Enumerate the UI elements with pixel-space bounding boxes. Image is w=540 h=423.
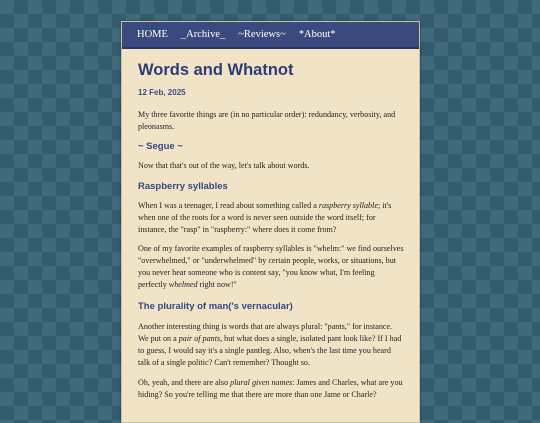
heading-raspberry: Raspberry syllables bbox=[138, 181, 228, 192]
nav-home[interactable]: HOME bbox=[137, 29, 168, 40]
intro-paragraph: My three favorite things are (in no particular order): redundancy, verbosity, and pleonasms. bbox=[138, 110, 396, 131]
post-title: Words and Whatnot bbox=[138, 61, 294, 79]
segue-paragraph: Now that that's out of the way, let's talk about words. bbox=[138, 161, 310, 170]
post-date: 12 Feb, 2025 bbox=[138, 88, 186, 97]
plural-paragraph-1: Another interesting thing is words that are always plural: "pants," for instance. We put on a pair of pants, but what does a single, isolated pant look like? If I had to guess, I would say it's a single pantleg. Also, when's the last time you heard talk of a single politic? Can't remember? Thought so. bbox=[138, 322, 402, 367]
nav-about[interactable]: *About* bbox=[298, 29, 336, 40]
nav-archive[interactable]: _Archive_ bbox=[180, 29, 226, 40]
nav-reviews[interactable]: ~Reviews~ bbox=[238, 29, 286, 40]
top-nav bbox=[122, 22, 419, 49]
heading-plural: The plurality of man('s vernacular) bbox=[138, 301, 293, 312]
plural-paragraph-2: Oh, yeah, and there are also plural given names: James and Charles, what are you hiding? So you're telling me that there are more than one Jame or Charle? bbox=[138, 378, 403, 399]
blog-page bbox=[121, 21, 420, 423]
heading-segue: ~ Segue ~ bbox=[138, 141, 183, 152]
raspberry-paragraph-1: When I was a teenager, I read about something called a raspberry syllable; it's when one of the roots for a word is never seen outside the word itself; for instance, the "rasp" in "raspberry:" where does it come from? bbox=[138, 201, 392, 234]
raspberry-paragraph-2: One of my favorite examples of raspberry syllables is "whelm:" we find ourselves "overwhelmed," or "underwhelmed" by certain people, works, or situations, but you never hear someone who is content say, "you know what, I'm feeling perfectly whelmed right now!" bbox=[138, 244, 404, 289]
